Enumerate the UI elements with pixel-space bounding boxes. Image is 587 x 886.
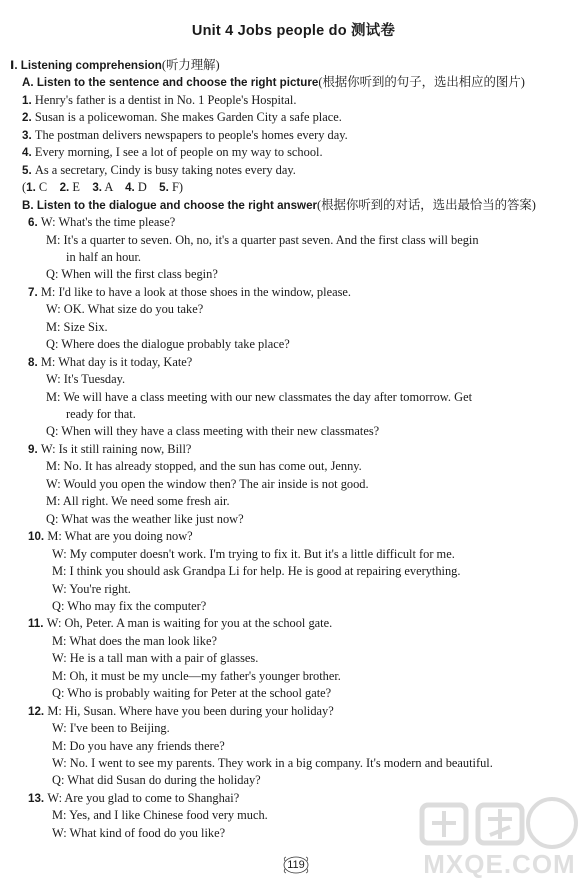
watermark-logo-icon xyxy=(412,795,587,855)
bold-text: 12. xyxy=(28,704,48,718)
bold-text: Ⅰ. Listening comprehension xyxy=(10,59,162,72)
body-text: W: My computer doesn't work. I'm trying to fix it. But it's a little difficult for me. xyxy=(52,546,455,561)
body-text: E xyxy=(69,180,93,195)
text-line xyxy=(52,720,170,737)
body-text: W: Are you glad to come to Shanghai? xyxy=(47,790,240,805)
text-line xyxy=(46,458,362,475)
body-text: W: OK. What size do you take? xyxy=(46,302,204,317)
bold-text: 9. xyxy=(28,442,41,456)
text-line xyxy=(46,319,108,336)
text-line xyxy=(28,214,175,231)
body-text: W: He is a tall man with a pair of glasses. xyxy=(52,651,259,666)
bold-text: 6. xyxy=(28,216,41,230)
body-text: M: Oh, it must be my uncle—my father's younger brother. xyxy=(52,668,341,683)
watermark-text: MXQE.COM xyxy=(423,849,576,879)
body-text: M: All right. We need some fresh air. xyxy=(46,494,230,509)
text-line xyxy=(28,528,193,545)
text-line xyxy=(46,371,125,388)
text-line xyxy=(52,825,225,842)
text-line xyxy=(52,633,217,650)
bold-text: 10. xyxy=(28,530,48,544)
bold-text: 8. xyxy=(28,355,41,369)
text-line xyxy=(52,668,341,685)
text-line xyxy=(28,703,334,720)
body-text: M: What are you doing now? xyxy=(47,529,193,544)
bold-text: B. Listen to the dialogue and choose the right answer xyxy=(22,198,318,212)
body-text: W: Oh, Peter. A man is waiting for you at the school gate. xyxy=(46,616,333,631)
body-text: Every morning, I see a lot of people on my way to school. xyxy=(34,145,323,160)
body-text: F) xyxy=(168,180,183,195)
body-text: As a secretary, Cindy is busy taking notes every day. xyxy=(34,162,296,177)
body-text: Q: What did Susan do during the holiday? xyxy=(52,773,261,788)
bold-text: 1. xyxy=(22,93,35,107)
bold-text: 5. xyxy=(22,163,35,177)
text-line xyxy=(22,74,525,91)
body-text: M: What day is it today, Kate? xyxy=(40,354,193,369)
text-line xyxy=(52,563,460,580)
text-line xyxy=(46,301,203,318)
body-text: ready for that. xyxy=(66,407,136,421)
text-line xyxy=(46,493,230,510)
text-line xyxy=(52,755,493,772)
watermark xyxy=(412,795,587,886)
text-line xyxy=(22,127,348,144)
body-text: M: Do you have any friends there? xyxy=(52,738,225,753)
text-line xyxy=(66,406,136,423)
bold-text: 5. xyxy=(159,181,169,195)
text-line xyxy=(52,685,331,702)
body-text: M: I think you should ask Grandpa Li for help. He is good at repairing everything. xyxy=(52,564,461,579)
text-line xyxy=(10,57,220,74)
bold-text: 13. xyxy=(28,791,48,805)
text-line xyxy=(22,144,323,161)
body-text: M: I'd like to have a look at those shoes in the window, please. xyxy=(40,284,351,299)
text-line xyxy=(28,441,191,458)
body-text: (根据你听到的句子，选出相应的图片) xyxy=(318,75,525,90)
body-text: The postman delivers newspapers to people's homes every day. xyxy=(34,127,348,142)
text-line xyxy=(46,232,479,249)
body-text: W: What's the time please? xyxy=(40,215,176,230)
body-text: M: Size Six. xyxy=(46,319,108,334)
body-text: M: It's a quarter to seven. Oh, no, it's a quarter past seven. And the first class will begin xyxy=(46,232,479,247)
body-text: W: What kind of food do you like? xyxy=(52,825,226,840)
bold-text: 4. xyxy=(22,146,35,160)
body-text: (根据你听到的对话，选出最恰当的答案) xyxy=(317,197,536,212)
text-line xyxy=(22,92,296,109)
body-text: Q: Where does the dialogue probably take place? xyxy=(46,337,290,352)
bold-text: 7. xyxy=(28,285,41,299)
text-line xyxy=(22,179,183,196)
bold-text: 11. xyxy=(28,617,47,631)
body-text: W: You're right. xyxy=(52,581,131,596)
body-text: (听力理解) xyxy=(161,58,220,72)
page-number-text: 119 xyxy=(287,859,305,871)
body-text: Q: What was the weather like just now? xyxy=(46,511,244,526)
body-text: W: I've been to Beijing. xyxy=(52,721,170,736)
body-text: C xyxy=(35,180,60,195)
text-line xyxy=(46,476,369,493)
text-line xyxy=(52,807,268,824)
body-text: M: We will have a class meeting with our new classmates the day after tomorrow. Get xyxy=(46,389,473,404)
body-text: Henry's father is a dentist in No. 1 People's Hospital. xyxy=(34,92,297,107)
body-text: Q: Who is probably waiting for Peter at the school gate? xyxy=(52,686,332,701)
text-line xyxy=(52,738,225,755)
bold-text: 2. xyxy=(59,181,70,195)
body-text: in half an hour. xyxy=(66,249,142,264)
body-text: Q: Who may fix the computer? xyxy=(52,598,207,613)
bold-text: 4. xyxy=(125,181,135,195)
body-text: A xyxy=(101,180,126,195)
body-text: M: Hi, Susan. Where have you been during your holiday? xyxy=(47,703,334,718)
text-line xyxy=(46,423,379,440)
text-line xyxy=(28,615,332,632)
text-line xyxy=(52,546,455,563)
bold-text: 3. xyxy=(92,181,102,195)
page-title: Unit 4 Jobs people do 测试卷 xyxy=(191,23,396,39)
body-text: W: Is it still raining now, Bill? xyxy=(40,441,192,456)
text-line xyxy=(46,266,218,283)
text-line xyxy=(46,511,244,528)
text-line xyxy=(28,354,192,371)
text-line xyxy=(28,790,239,807)
text-line xyxy=(52,772,261,789)
body-text: Q: When will the first class begin? xyxy=(46,267,218,282)
text-line xyxy=(46,336,290,353)
body-text: W: Would you open the window then? The air inside is not good. xyxy=(46,476,369,491)
body-text: M: No. It has already stopped, and the sun has come out, Jenny. xyxy=(46,459,362,474)
text-line xyxy=(28,284,351,301)
body-text: Susan is a policewoman. She makes Garden City a safe place. xyxy=(34,110,342,125)
text-line xyxy=(52,650,258,667)
page-number xyxy=(282,856,310,874)
text-line xyxy=(52,581,131,598)
body-text: ( xyxy=(22,180,27,195)
bold-text: 2. xyxy=(22,111,35,125)
bold-text: 1. xyxy=(26,181,36,195)
body-text: W: It's Tuesday. xyxy=(46,372,126,387)
body-text: D xyxy=(134,180,160,195)
body-text: M: What does the man look like? xyxy=(52,633,217,648)
body-text: Q: When will they have a class meeting with their new classmates? xyxy=(46,424,380,439)
text-line xyxy=(46,389,472,406)
text-line xyxy=(66,249,141,266)
text-line xyxy=(22,162,296,179)
text-line xyxy=(22,109,342,126)
text-line xyxy=(22,197,536,214)
bold-text: 3. xyxy=(22,128,35,142)
body-text: W: No. I went to see my parents. They work in a big company. It's modern and beautiful. xyxy=(52,756,493,770)
text-line xyxy=(52,598,206,615)
bold-text: A. Listen to the sentence and choose the right picture xyxy=(22,76,319,90)
body-text: M: Yes, and I like Chinese food very much. xyxy=(52,808,268,823)
